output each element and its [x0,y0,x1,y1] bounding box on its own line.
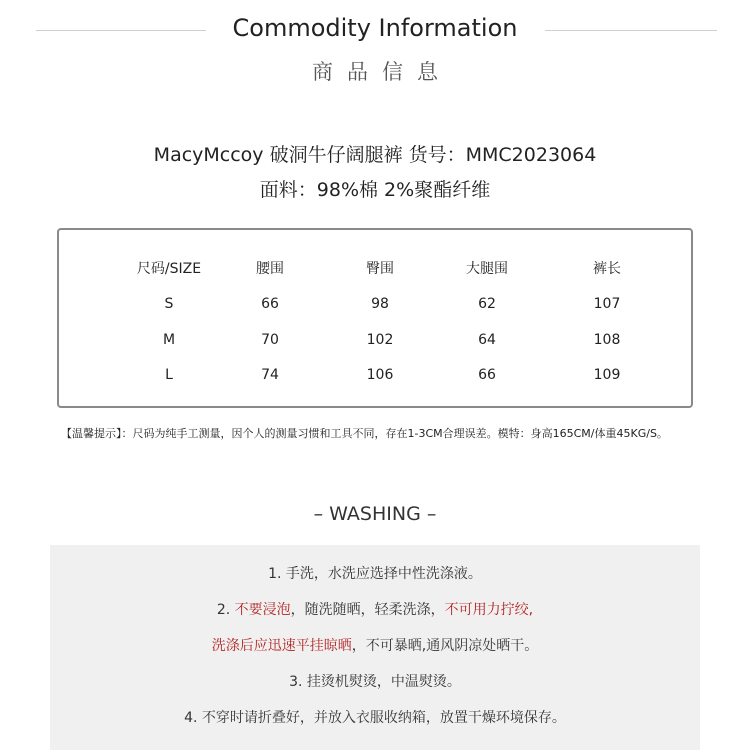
table-cell: 70 [261,332,279,348]
table-cell: 109 [593,367,621,383]
table-cell: 66 [261,296,279,312]
washing-line-5: 4. 不穿时请折叠好，并放入衣服收纳箱，放置干燥环境保存。 [184,710,566,726]
washing-warning-no-soak: 不要浸泡 [234,602,291,618]
washing-instructions [50,545,700,750]
table-cell: S [164,296,174,312]
table-cell: 74 [261,367,279,383]
washing-line-1: 1. 手洗，水洗应选择中性洗涤液。 [268,566,482,582]
table-cell: M [162,332,176,348]
table-cell: 108 [593,332,621,348]
table-cell: 106 [366,367,394,383]
table-cell: 66 [478,367,496,383]
size-header-waist: 腰围 [256,261,284,277]
table-cell: L [165,367,173,383]
table-cell: 102 [366,332,394,348]
product-name-sku: MacyMccoy 破洞牛仔阔腿裤 货号：MMC2023064 [153,144,597,166]
size-header-hip: 臀围 [366,261,394,277]
washing-line-3-rest: ，不可暴晒,通风阴凉处晒干。 [351,638,539,654]
table-cell: 64 [478,332,496,348]
washing-line-2 [50,599,700,619]
size-table [57,228,693,408]
material-composition: 面料：98%棉 2%聚酯纤维 [259,179,491,201]
washing-warning-no-wring: 不可用力拧绞, [444,602,534,618]
washing-warning-hang-dry: 洗涤后应迅速平挂晾晒 [211,638,352,654]
washing-line-2-prefix: 2. [216,602,235,618]
measurement-note: 【温馨提示】：尺码为纯手工测量，因个人的测量习惯和工具不同，存在1-3CM合理误差。模特：身高165CM/体重45KG/S。 [61,427,668,440]
size-header-thigh: 大腿围 [466,261,508,277]
washing-line-2-middle: ，随洗随晒，轻柔洗涤， [290,602,445,618]
table-cell: 107 [593,296,621,312]
washing-line-4: 3. 挂烫机熨烫，中温熨烫。 [289,674,461,690]
title-chinese: 商品信息 [312,60,452,84]
washing-line-3 [50,635,700,655]
table-cell: 62 [478,296,496,312]
size-header-size: 尺码/SIZE [136,261,202,277]
size-header-length: 裤长 [593,261,621,277]
table-cell: 98 [371,296,389,312]
title-english: Commodity Information [232,14,518,42]
washing-title: – WASHING – [313,503,437,525]
